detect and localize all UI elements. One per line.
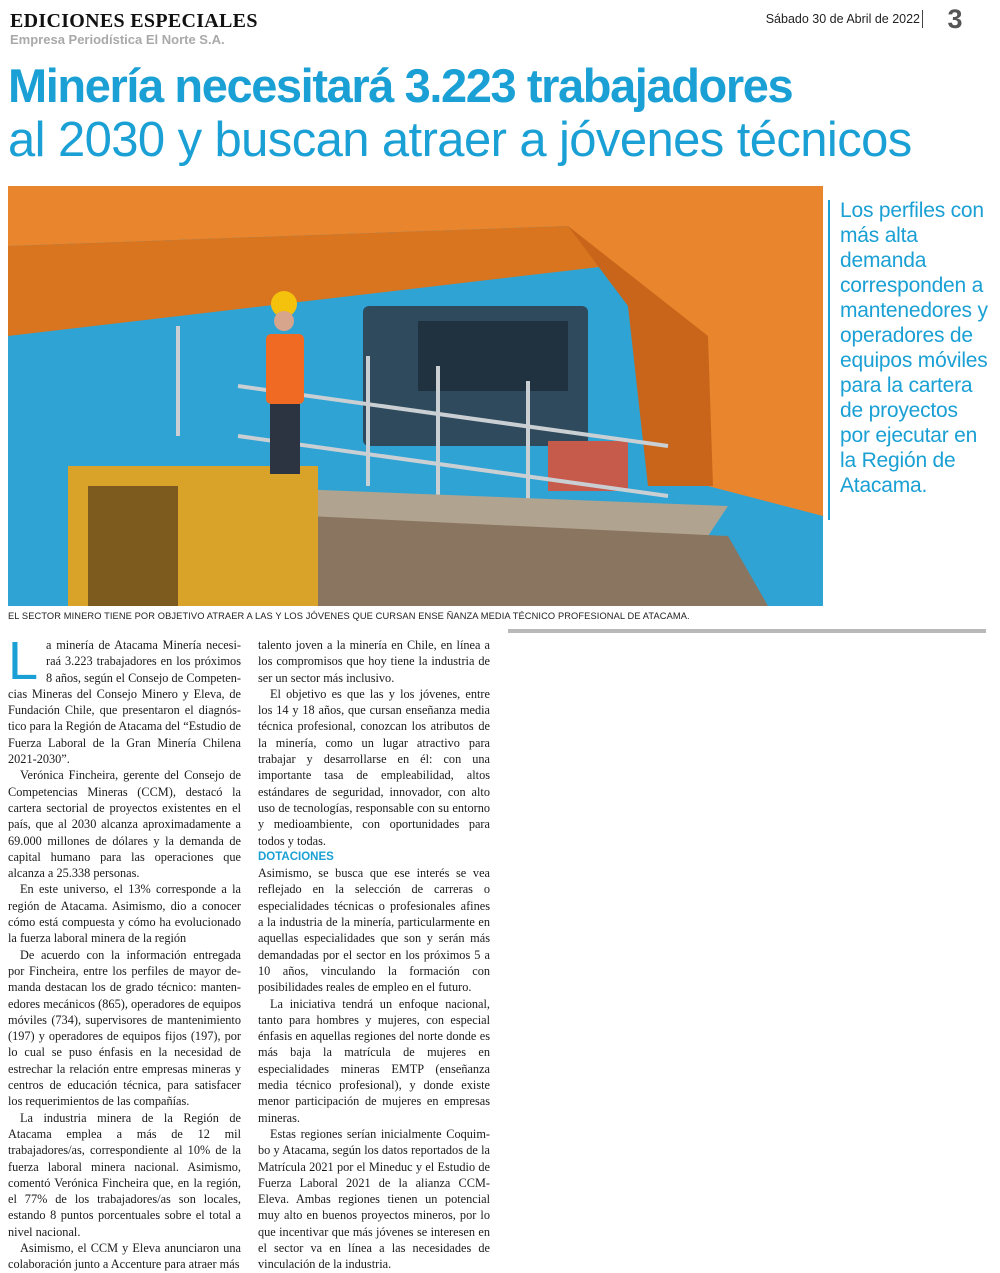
subheading: DOTACIONES [258, 850, 334, 863]
section-rule [508, 629, 986, 633]
paragraph: Asimismo, se busca que ese interés se vea reflejado en la selección de carreras o especialidades técnicas o profesionales afines a la industria de la minería, particularmente en aquellas especialidades que son y serán más demandadas por el sector en los próximos 5 a 10 años, vinculando la formación con posibilidades reales de empleo en el futuro. [258, 866, 490, 995]
pull-quote: Los perfiles con más alta demanda corresponden a mantenedores y operadores de equipos móviles para la cartera de proyectos por ejecutar en la Región de Atacama. [840, 199, 988, 497]
article-column-2 [258, 637, 490, 1273]
paragraph [8, 631, 241, 767]
paragraph: El objetivo es que las y los jóvenes, entre los 14 y 18 años, que cursan enseñanza media técnica profesional, conozcan los atributos de la minería, como un lugar atractivo para trabajar y desarrollarse en él: con una importante tasa de empleabilidad, altos estándares de seguridad, innovador, con alto uso de tecnologías, responsable con su entorno y medioambiente, con oportunidades para todos y todas. [258, 686, 490, 848]
safety-vest [266, 334, 304, 404]
publisher-name: Empresa Periodística El Norte S.A. [10, 32, 225, 47]
page-number: 3 [947, 4, 963, 34]
worker-legs [270, 404, 300, 474]
date-divider [922, 10, 923, 28]
ladder-area [88, 486, 178, 606]
paragraph: Asimismo, el CCM y Eleva anunciaron una colaboración junto a Accenture para atraer más [8, 1240, 241, 1272]
photo-caption: EL SECTOR MINERO TIENE POR OBJETIVO ATRAER A LAS Y LOS JÓVENES QUE CURSAN ENSE ÑANZA MEDIA TÉCNICO PROFESIONAL DE ATACAMA. [8, 611, 690, 621]
quote-bar [828, 200, 830, 520]
issue-date: Sábado 30 de Abril de 2022 [765, 12, 920, 26]
article-column-1 [8, 631, 241, 1273]
paragraph: La iniciativa tendrá un enfoque nacional, tanto para hombres y mujeres, con especial énfasis en aquellas regiones del norte donde es más baja la matrícula de mujeres en especialidades mineras EMTP (enseñanza media técnico profesional), y donde existe menor participación de mujeres en empresas mineras. [258, 996, 490, 1125]
paragraph: Estas regiones serían inicialmente Coquimbo y Atacama, según los datos reportados de la Matrícula 2021 por el Mineduc y el Estudio de Fuerza Laboral 2021 de la alianza CCM-Eleva. Ambas regiones tienen un potencial muy alto en buenos proyectos mineros, por lo que incentivar que más jóvenes se interesen en el sector va en línea a las necesidades de vinculación de la industria. [258, 1126, 490, 1272]
paragraph: De acuerdo con la información entregada por Fincheira, entre los perfiles de mayor demanda destacan los de grado técnico: mantenedores mecánicos (865), operadores de equipos móviles (734), supervisores de mantenimiento (197) y operadores de equipos fijos (197), por lo cual se puso énfasis en la necesidad de estrechar la relación entre empresas mineras y centros de educación técnica, para satisfacer los requerimientos de las compañías. [8, 947, 241, 1109]
headline-line-1: Minería necesitará 3.223 trabajadores [8, 59, 793, 112]
paragraph: talento joven a la minería en Chile, en línea a los compromisos que hoy tiene la industria de ser un sector más inclusivo. [258, 638, 490, 685]
paragraph: Verónica Fincheira, gerente del Consejo de Competencias Mineras (CCM), destacó la cartera sectorial de proyectos existentes en el país, que al 2030 alcanza aproximadamente a 69.000 millones de dólares y la demanda de capital humano para las operaciones que alcanza a 25.338 personas. [8, 768, 241, 881]
photo-illustration [8, 186, 823, 606]
worker-face [274, 311, 294, 331]
paragraph: En este universo, el 13% corresponde a la región de Atacama. Asimismo, dio a conocer cómo está compuesta y cómo ha evolucionado la fuerza laboral minera de la región [8, 882, 241, 946]
cab-window [418, 321, 568, 391]
paragraph-text: a minería de Atacama Minería necesiraá 3.223 trabajadores en los próximos 8 años, según el Consejo de Competencias Mineras del Consejo Minero y Eleva, de Fundación Chile, que presentaron el diagnóstico para la Región de Atacama del “Estudio de Fuerza Laboral de la Gran Minería Chilena 2021-2030”. [8, 638, 241, 767]
mining-truck-photo [8, 186, 823, 606]
drop-cap: L [8, 631, 39, 691]
section-title: EDICIONES ESPECIALES [10, 10, 258, 32]
headline-line-2: al 2030 y buscan atraer a jóvenes técnicos [8, 113, 912, 167]
paragraph: La industria minera de la Región de Atacama emplea a más de 12 mil trabajadores/as, correspondiente al 10% de la fuerza laboral minera nacional. Asimismo, comentó Verónica Fincheira que, en la región, el 77% de los trabajadores/as son locales, estando 8 puntos porcentuales sobre el total a nivel nacional. [8, 1110, 241, 1239]
